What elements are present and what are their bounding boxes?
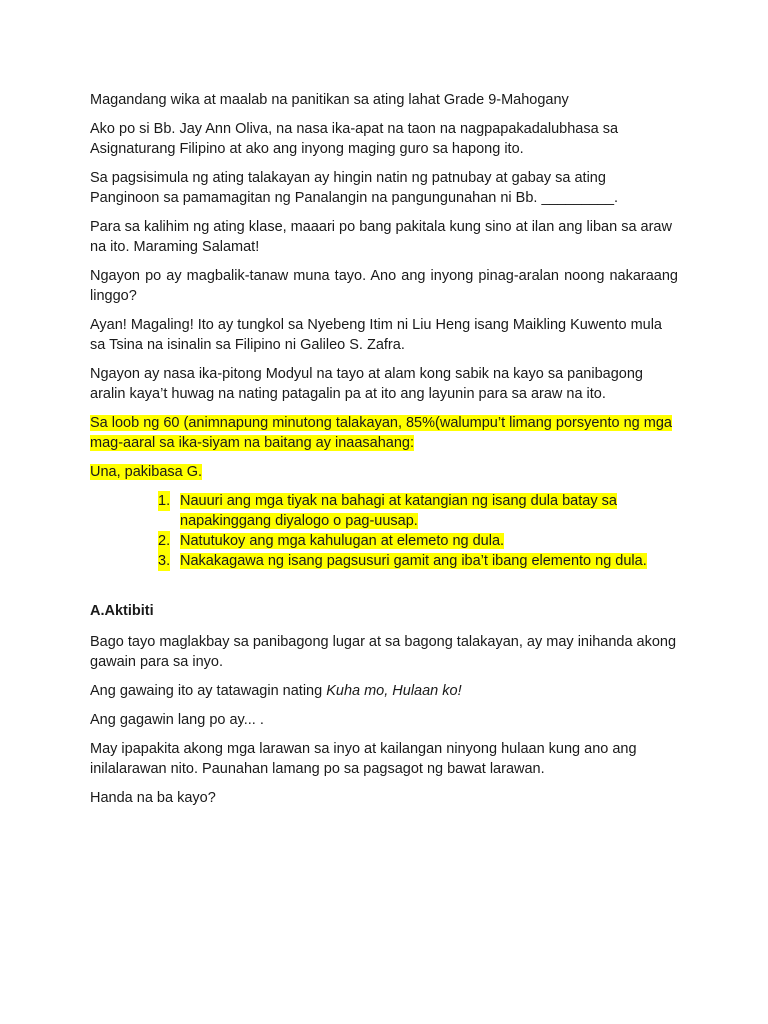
objective-number: 1. — [158, 493, 171, 509]
objective-text: Nauuri ang mga tiyak na bahagi at katangian ng isang dula batay sa napakinggang diyalogo o pag-uusap. — [180, 493, 617, 529]
greeting-paragraph: Magandang wika at maalab na panitikan sa ating lahat Grade 9-Mahogany — [90, 92, 569, 108]
lesson-plan-page — [90, 90, 678, 817]
objectives-list — [90, 491, 678, 571]
section-spacer — [90, 571, 678, 601]
activity-name: Kuha mo, Hulaan ko! — [326, 683, 462, 699]
objective-intro-text: Sa loob ng 60 (animnapung minutong talakayan, 85%(walumpu’t limang porsyento ng mga mag-aaral sa ika-siyam na baitang ay inaasahang: — [90, 415, 672, 451]
list-item — [158, 491, 678, 531]
list-item — [158, 551, 678, 571]
recap-paragraph: Ayan! Magaling! Ito ay tungkol sa Nyebeng Itim ni Liu Heng isang Maikling Kuwento mula sa Tsina na isinalin sa Filipino ni Galileo S. Zafra. — [90, 317, 662, 353]
attendance-paragraph: Para sa kalihim ng ating klase, maaari po bang pakitala kung sino at ilan ang liban sa araw na ito. Maraming Salamat! — [90, 219, 672, 255]
read-instruction-text: Una, pakibasa G. — [90, 464, 203, 480]
objective-text: Nakakagawa ng isang pagsusuri gamit ang iba’t ibang elemento ng dula. — [180, 553, 647, 569]
closing-question-paragraph: Handa na ba kayo? — [90, 790, 216, 806]
list-item — [158, 531, 678, 551]
objective-text: Natutukoy ang mga kahulugan at elemeto ng dula. — [180, 533, 505, 549]
activity-name-prefix: Ang gawaing ito ay tatawagin nating — [90, 683, 327, 699]
prayer-paragraph: Sa pagsisimula ng ating talakayan ay hingin natin ng patnubay at gabay sa ating Panginoon sa pamamagitan ng Panalangin na pangungunahan ni Bb. _________. — [90, 170, 619, 206]
instructions-paragraph: May ipapakita akong mga larawan sa inyo at kailangan ninyong hulaan kung ano ang inilalarawan nito. Paunahan lamang po sa pagsagot ng bawat larawan. — [90, 741, 637, 777]
section-heading: A.Aktibiti — [90, 603, 154, 619]
activity-intro-paragraph: Bago tayo maglakbay sa panibagong lugar at sa bagong talakayan, ay may inihanda akong gawain para sa inyo. — [90, 634, 677, 670]
review-paragraph: Ngayon po ay magbalik-tanaw muna tayo. Ano ang inyong pinag-aralan noong nakaraang linggo? — [90, 268, 678, 304]
instructions-lead-paragraph: Ang gagawin lang po ay... . — [90, 712, 264, 728]
objective-intro-paragraph — [90, 413, 678, 453]
intro-paragraph: Ako po si Bb. Jay Ann Oliva, na nasa ika-apat na taon na nagpapakadalubhasa sa Asignaturang Filipino at ako ang inyong maging guro sa hapong ito. — [90, 121, 619, 157]
read-instruction-paragraph — [90, 462, 678, 482]
activity-name-paragraph — [90, 681, 678, 701]
module-paragraph: Ngayon ay nasa ika-pitong Modyul na tayo at alam kong sabik na kayo sa panibagong aralin kaya’t huwag na nating patagalin pa at ito ang layunin para sa araw na ito. — [90, 366, 643, 402]
objective-number: 3. — [158, 553, 171, 569]
objective-number: 2. — [158, 533, 171, 549]
